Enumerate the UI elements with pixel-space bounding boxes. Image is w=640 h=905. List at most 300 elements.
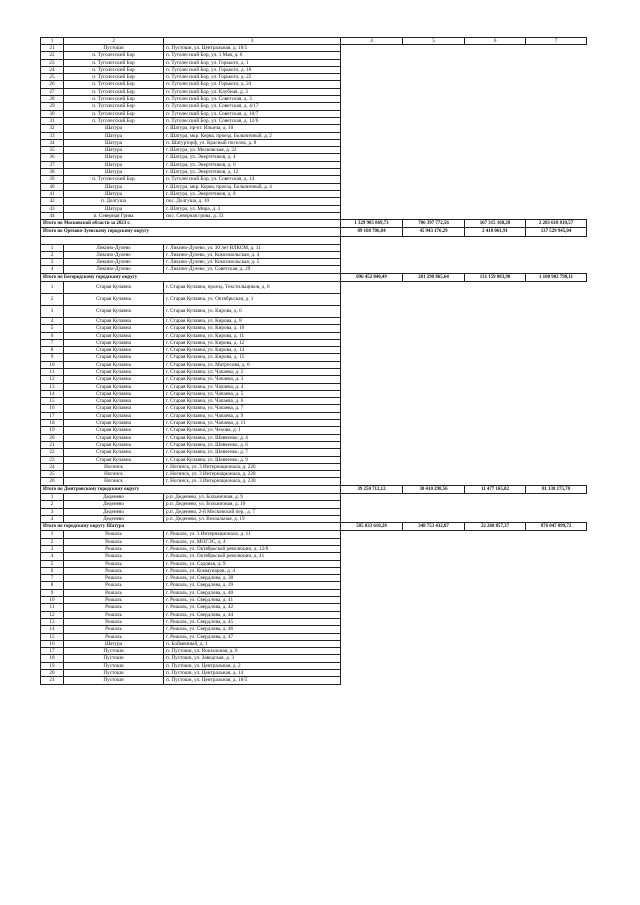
- address: п. Пустоши, ул. Центральная, д. 18/5: [164, 45, 341, 52]
- empty-value-area: [341, 434, 587, 441]
- locality: Рошаль: [64, 633, 164, 640]
- locality: Ногинск: [64, 463, 164, 470]
- locality: Старая Купавна: [64, 325, 164, 332]
- empty-value-area: [341, 420, 587, 427]
- address: п. Шатурторф, ул. Красный поселок, д. 8: [164, 139, 341, 146]
- empty-value-area: [341, 139, 587, 146]
- row-number: 14: [41, 626, 64, 633]
- empty-value-area: [341, 626, 587, 633]
- empty-value-area: [341, 618, 587, 625]
- locality: Старая Купавна: [64, 427, 164, 434]
- row-number: 24: [41, 66, 64, 73]
- row-number: 29: [41, 103, 64, 110]
- row-number: 7: [41, 575, 64, 582]
- total-row: [41, 228, 587, 236]
- row-number: 20: [41, 669, 64, 676]
- table-row: [41, 198, 587, 205]
- empty-value-area: [341, 176, 587, 183]
- empty-value-area: [341, 244, 587, 251]
- address: г. Старая Купавна, ул. Шевченко, д. 7: [164, 449, 341, 456]
- row-number: 4: [41, 266, 64, 273]
- table-row: [41, 553, 587, 560]
- table-row: [41, 139, 587, 146]
- table-row: [41, 538, 587, 545]
- row-number: 28: [41, 96, 64, 103]
- total-value: 2 203 618 810,57: [526, 220, 587, 228]
- address: р.п. Деденево, ул. Больничная, д. 10: [164, 501, 341, 508]
- locality: Деденево: [64, 515, 164, 522]
- locality: Старая Купавна: [64, 412, 164, 419]
- address: г. Шатура, ул. Московская, д. 22: [164, 147, 341, 154]
- table-row: [41, 669, 587, 676]
- locality: п. Туголесский Бор: [64, 81, 164, 88]
- empty-value-area: [341, 361, 587, 368]
- total-value: 81 138 175,70: [526, 485, 587, 493]
- locality: Старая Купавна: [64, 369, 164, 376]
- total-value: 11 477 165,02: [465, 485, 526, 493]
- address: г. Рошаль, ул. Октябрьской революции, д. 12/8: [164, 545, 341, 552]
- row-number: 9: [41, 354, 64, 361]
- address: г. Рошаль, ул. Свердлова, д. 40: [164, 589, 341, 596]
- address: г. Шатура, ул. Мира, д. 3: [164, 205, 341, 212]
- locality: Старая Купавна: [64, 305, 164, 317]
- row-number: 40: [41, 183, 64, 190]
- empty-value-area: [341, 154, 587, 161]
- empty-value-area: [341, 604, 587, 611]
- locality: Шатура: [64, 125, 164, 132]
- row-number: 5: [41, 560, 64, 567]
- locality: Старая Купавна: [64, 390, 164, 397]
- address: пос. Северная грива, д. 33: [164, 212, 341, 219]
- table-row: [41, 266, 587, 273]
- address: п. Туголесский Бор, ул. Горького, д. 24: [164, 81, 341, 88]
- row-number: 34: [41, 139, 64, 146]
- locality: Шатура: [64, 154, 164, 161]
- address: г. Старая Купавна, ул. Чехова, д. 1: [164, 427, 341, 434]
- locality: Старая Купавна: [64, 434, 164, 441]
- total-value: 39 250 712,12: [341, 485, 403, 493]
- table-row: [41, 390, 587, 397]
- address: р.п. Деденево, ул. Вокзальная, д. 19: [164, 515, 341, 522]
- locality: Старая Купавна: [64, 354, 164, 361]
- table-row: [41, 317, 587, 324]
- table-row: [41, 441, 587, 448]
- locality: Рошаль: [64, 560, 164, 567]
- table-row: [41, 597, 587, 604]
- locality: Пустоши: [64, 662, 164, 669]
- total-value: 131 159 083,98: [465, 273, 526, 281]
- column-number: 1: [41, 38, 64, 45]
- address: г. Старая Купавна, ул. Чапаева, д. 9: [164, 412, 341, 419]
- locality: Шатура: [64, 169, 164, 176]
- empty-value-area: [341, 332, 587, 339]
- total-value: 137 529 945,04: [526, 228, 587, 236]
- row-number: 21: [41, 677, 64, 684]
- empty-value-area: [341, 575, 587, 582]
- row-number: 43: [41, 205, 64, 212]
- total-label: Итого по Дмитровскому городскому округу: [41, 485, 341, 493]
- row-number: 15: [41, 633, 64, 640]
- address: г. Шатура, пр-кт. Ильича, д. 10: [164, 125, 341, 132]
- empty-value-area: [341, 412, 587, 419]
- empty-value-area: [341, 560, 587, 567]
- address: г. Старая Купавна, ул. Кирова, д. 10: [164, 325, 341, 332]
- row-number: 1: [41, 281, 64, 293]
- address: г. Старая Купавна, ул. Матросова, д. 6: [164, 361, 341, 368]
- locality: Пустоши: [64, 677, 164, 684]
- table-row: [41, 212, 587, 219]
- locality: п. Туголесский Бор: [64, 117, 164, 124]
- empty-value-area: [341, 655, 587, 662]
- row-number: 25: [41, 471, 64, 478]
- total-label: Итого по Орехово-Зуевскому городскому округу: [41, 228, 341, 236]
- row-number: 25: [41, 74, 64, 81]
- row-number: 30: [41, 110, 64, 117]
- empty-value-area: [341, 441, 587, 448]
- table-row: [41, 427, 587, 434]
- row-number: 2: [41, 538, 64, 545]
- row-number: 3: [41, 259, 64, 266]
- empty-value-area: [341, 611, 587, 618]
- total-value: 167 315 168,28: [465, 220, 526, 228]
- table-row: [41, 244, 587, 251]
- address: г. Старая Купавна, ул. Чапаева, д. 4: [164, 383, 341, 390]
- empty-value-area: [341, 293, 587, 305]
- locality: Рошаль: [64, 575, 164, 582]
- locality: Старая Купавна: [64, 383, 164, 390]
- locality: Старая Купавна: [64, 456, 164, 463]
- empty-value-area: [341, 169, 587, 176]
- table-row: [41, 677, 587, 684]
- column-number: 2: [64, 38, 164, 45]
- table-row: [41, 434, 587, 441]
- total-label: Итого по Богородскому городскому округу: [41, 273, 341, 281]
- table-row: [41, 604, 587, 611]
- row-number: 16: [41, 405, 64, 412]
- locality: Рошаль: [64, 531, 164, 538]
- row-number: 35: [41, 147, 64, 154]
- table-row: [41, 339, 587, 346]
- address: п. Пустоши, ул. Центральная, д. 2: [164, 662, 341, 669]
- table-row: [41, 52, 587, 59]
- empty-value-area: [341, 96, 587, 103]
- table-row: [41, 347, 587, 354]
- empty-value-area: [341, 405, 587, 412]
- row-number: 2: [41, 251, 64, 258]
- total-value: 1 108 902 790,11: [526, 273, 587, 281]
- row-number: 31: [41, 117, 64, 124]
- locality: Старая Купавна: [64, 398, 164, 405]
- locality: п. Туголесский Бор: [64, 52, 164, 59]
- empty-value-area: [341, 110, 587, 117]
- locality: Пустоши: [64, 648, 164, 655]
- table-row: [41, 190, 587, 197]
- total-value: 505 033 610,28: [341, 523, 403, 531]
- row-number: 6: [41, 332, 64, 339]
- address: п. Пустоши, ул. Заводская, д. 3: [164, 655, 341, 662]
- address: р.п. Деденево, 2-й Московский пер., д. 7: [164, 508, 341, 515]
- empty-value-area: [341, 66, 587, 73]
- locality: Рошаль: [64, 618, 164, 625]
- locality: Деденево: [64, 493, 164, 500]
- table-row: [41, 567, 587, 574]
- address: г. Старая Купавна, ул. Чапаева, д. 11: [164, 420, 341, 427]
- row-number: 2: [41, 501, 64, 508]
- address: п. Туголесский Бор, ул. Советская, д. 3: [164, 96, 341, 103]
- locality: п. Туголесский Бор: [64, 96, 164, 103]
- table-row: [41, 376, 587, 383]
- address: п. Туголесский Бор, ул. Горького, д. 1: [164, 59, 341, 66]
- table-row: [41, 648, 587, 655]
- row-number: 39: [41, 176, 64, 183]
- address: г. Старая Купавна, ул. Чапаева, д. 2: [164, 369, 341, 376]
- address: г. Рошаль, ул. Садовая, д. 9: [164, 560, 341, 567]
- locality: Шатура: [64, 139, 164, 146]
- empty-value-area: [341, 493, 587, 500]
- address: п. Туголесский Бор, ул. Горького, д. 22: [164, 74, 341, 81]
- empty-value-area: [341, 198, 587, 205]
- address: г. Старая Купавна, ул. Кирова, д. 15: [164, 354, 341, 361]
- empty-value-area: [341, 45, 587, 52]
- address: г. Ликино-Дулево, ул. Комсомольская, д. 4: [164, 251, 341, 258]
- table-row: [41, 478, 587, 485]
- empty-value-area: [341, 582, 587, 589]
- total-value: 30 410 298,56: [403, 485, 465, 493]
- row-number: 19: [41, 427, 64, 434]
- table-row: [41, 251, 587, 258]
- table-row: [41, 96, 587, 103]
- empty-value-area: [341, 456, 587, 463]
- empty-value-area: [341, 531, 587, 538]
- table-row: [41, 154, 587, 161]
- locality: Ногинск: [64, 478, 164, 485]
- address: г. Старая Купавна, ул. Кирова, д. 14: [164, 347, 341, 354]
- locality: Шатура: [64, 132, 164, 139]
- empty-value-area: [341, 545, 587, 552]
- total-value: 1 329 905 869,73: [341, 220, 403, 228]
- total-value: 706 397 772,56: [403, 220, 465, 228]
- row-number: 37: [41, 161, 64, 168]
- table-row: [41, 132, 587, 139]
- row-number: 3: [41, 545, 64, 552]
- address: г. Старая Купавна, проезд. Текстильщиков, д. 8: [164, 281, 341, 293]
- row-number: 12: [41, 611, 64, 618]
- empty-value-area: [341, 369, 587, 376]
- empty-value-area: [341, 515, 587, 522]
- row-number: 32: [41, 125, 64, 132]
- locality: п. Туголесский Бор: [64, 88, 164, 95]
- total-label: Итого по городскому округу Шатура: [41, 523, 341, 531]
- locality: Рошаль: [64, 553, 164, 560]
- address: г. Ликино-Дулево, ул. Комсомольская, д. 5: [164, 259, 341, 266]
- table-row: [41, 449, 587, 456]
- row-number: 24: [41, 463, 64, 470]
- address: г. Ликино-Дулево, ул. Советская, д. 29: [164, 266, 341, 273]
- table-row: [41, 545, 587, 552]
- address: г. Рошаль, ул. 3 Интернационала, д. 11: [164, 531, 341, 538]
- row-number: 13: [41, 383, 64, 390]
- table-row: [41, 633, 587, 640]
- row-number: 36: [41, 154, 64, 161]
- address: г. Старая Купавна, ул. Чапаева, д. 7: [164, 405, 341, 412]
- empty-value-area: [341, 317, 587, 324]
- table-row: [41, 259, 587, 266]
- address: г. Рошаль, ул. Свердлова, д. 45: [164, 618, 341, 625]
- locality: Пустоши: [64, 669, 164, 676]
- table-row: [41, 618, 587, 625]
- locality: Рошаль: [64, 538, 164, 545]
- row-number: 16: [41, 640, 64, 647]
- locality: п. Туголесский Бор: [64, 66, 164, 73]
- table-row: [41, 640, 587, 647]
- table-row: [41, 405, 587, 412]
- empty-value-area: [341, 662, 587, 669]
- empty-value-area: [341, 52, 587, 59]
- locality: Пустоши: [64, 45, 164, 52]
- table-row: [41, 205, 587, 212]
- row-number: 17: [41, 412, 64, 419]
- row-number: 4: [41, 317, 64, 324]
- address: г. Рошаль, ул. Свердлова, д. 38: [164, 575, 341, 582]
- table-row: [41, 471, 587, 478]
- row-number: 8: [41, 582, 64, 589]
- total-value: 45 943 176,29: [403, 228, 465, 236]
- locality: Старая Купавна: [64, 339, 164, 346]
- address: г. Старая Купавна, ул. Кирова, д. 12: [164, 339, 341, 346]
- empty-value-area: [341, 305, 587, 317]
- locality: Рошаль: [64, 582, 164, 589]
- column-number: 3: [164, 38, 341, 45]
- address: п. Бойменный, д. 1: [164, 640, 341, 647]
- table-row: [41, 560, 587, 567]
- table-row: [41, 508, 587, 515]
- total-row: [41, 523, 587, 531]
- total-value: 876 047 899,72: [526, 523, 587, 531]
- locality: Старая Купавна: [64, 347, 164, 354]
- table-row: [41, 383, 587, 390]
- table-row: [41, 176, 587, 183]
- table-row: [41, 81, 587, 88]
- address: г. Рошаль, ул. Свердлова, д. 42: [164, 604, 341, 611]
- total-row: [41, 273, 587, 281]
- row-number: 44: [41, 212, 64, 219]
- row-number: 41: [41, 190, 64, 197]
- row-number: 23: [41, 456, 64, 463]
- empty-value-area: [341, 266, 587, 273]
- address: п. Туголесский Бор, ул. Горького, д. 18: [164, 66, 341, 73]
- empty-value-area: [341, 259, 587, 266]
- row-number: 10: [41, 361, 64, 368]
- table-row: [41, 305, 587, 317]
- table-row: [41, 161, 587, 168]
- address: г. Старая Купавна, ул. Кирова, д. 6: [164, 305, 341, 317]
- empty-value-area: [341, 648, 587, 655]
- empty-value-area: [341, 471, 587, 478]
- table-row: [41, 515, 587, 522]
- table-row: [41, 412, 587, 419]
- empty-value-area: [341, 281, 587, 293]
- register-table: [40, 37, 587, 685]
- row-number: 20: [41, 434, 64, 441]
- row-number: 11: [41, 369, 64, 376]
- blank-cell: [41, 236, 341, 244]
- locality: Старая Купавна: [64, 376, 164, 383]
- table-row: [41, 281, 587, 293]
- table-row: [41, 655, 587, 662]
- row-number: 7: [41, 339, 64, 346]
- address: г. Старая Купавна, ул. Октябрьская, д. 1: [164, 293, 341, 305]
- table-row: [41, 325, 587, 332]
- address: п. Туголесский Бор, ул. Советская, д. 14: [164, 176, 341, 183]
- address: г. Шатура, мкр. Керва, проезд. Больничный, д. 4: [164, 183, 341, 190]
- locality: п. Туголесский Бор: [64, 110, 164, 117]
- empty-value-area: [341, 398, 587, 405]
- column-number: 4: [341, 38, 403, 45]
- empty-value-area: [341, 633, 587, 640]
- address: г. Ликино-Дулево, ул. 30 лет ВЛКСМ, д. 11: [164, 244, 341, 251]
- row-number: 8: [41, 347, 64, 354]
- table-row: [41, 354, 587, 361]
- locality: Деденево: [64, 508, 164, 515]
- locality: Старая Купавна: [64, 449, 164, 456]
- table-row: [41, 293, 587, 305]
- total-label: Итого по Московской области за 2023 г.: [41, 220, 341, 228]
- empty-value-area: [341, 449, 587, 456]
- locality: Рошаль: [64, 589, 164, 596]
- empty-value-area: [341, 478, 587, 485]
- address: г. Старая Купавна, ул. Шевченко, д. 6: [164, 441, 341, 448]
- address: г. Ногинск, ул. 3 Интернационала, д. 230: [164, 478, 341, 485]
- total-row: [41, 485, 587, 493]
- address: г. Шатура, ул. Энергетиков, д. 6: [164, 161, 341, 168]
- row-number: 22: [41, 52, 64, 59]
- table-row: [41, 88, 587, 95]
- row-number: 13: [41, 618, 64, 625]
- empty-value-area: [341, 640, 587, 647]
- address: г. Старая Купавна, ул. Кирова, д. 11: [164, 332, 341, 339]
- row-number: 4: [41, 553, 64, 560]
- table-row: [41, 45, 587, 52]
- empty-value-area: [341, 161, 587, 168]
- address: г. Рошаль, ул. МОГЭС, д. 4: [164, 538, 341, 545]
- locality: Рошаль: [64, 604, 164, 611]
- table-row: [41, 420, 587, 427]
- empty-value-area: [341, 212, 587, 219]
- locality: п. Туголесский Бор: [64, 176, 164, 183]
- empty-value-area: [341, 677, 587, 684]
- total-value: 22 260 857,37: [465, 523, 526, 531]
- row-number: 2: [41, 293, 64, 305]
- table-row: [41, 59, 587, 66]
- locality: Деденево: [64, 501, 164, 508]
- column-number: 6: [465, 38, 526, 45]
- document-page: [40, 37, 586, 685]
- row-number: 27: [41, 88, 64, 95]
- empty-value-area: [341, 508, 587, 515]
- row-number: 17: [41, 648, 64, 655]
- table-row: [41, 589, 587, 596]
- table-body: [41, 38, 587, 685]
- locality: Шатура: [64, 205, 164, 212]
- empty-value-area: [341, 354, 587, 361]
- column-number: 5: [403, 38, 465, 45]
- locality: Пустоши: [64, 655, 164, 662]
- row-number: 3: [41, 305, 64, 317]
- address: г. Шатура, ул. Энергетиков, д. 12: [164, 169, 341, 176]
- table-row: [41, 74, 587, 81]
- empty-value-area: [341, 463, 587, 470]
- address: г. Шатура, мкр. Керва, проезд. Больничный, д. 2: [164, 132, 341, 139]
